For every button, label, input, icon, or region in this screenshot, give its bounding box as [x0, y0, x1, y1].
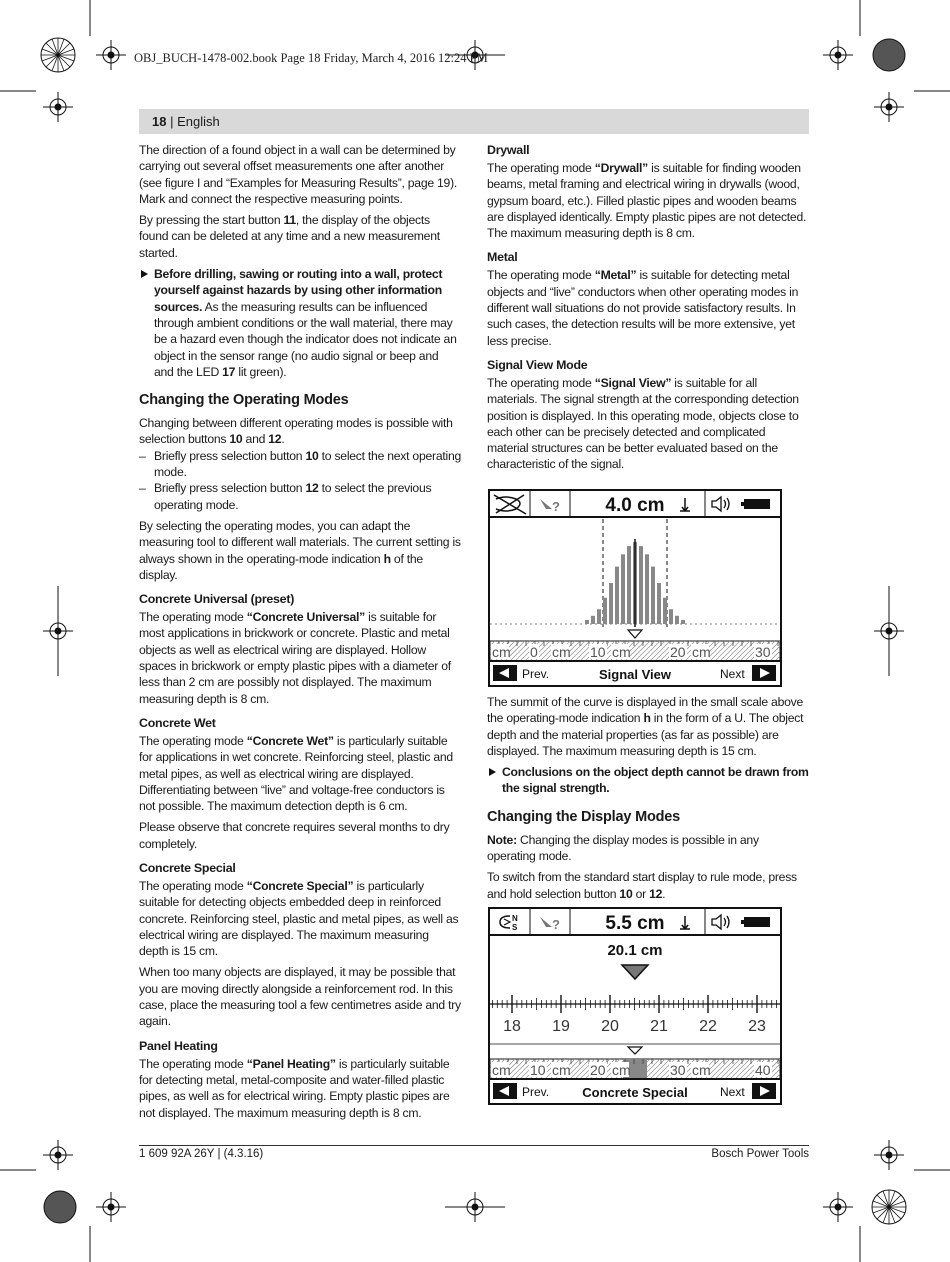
- paragraph-panel-heating: The operating mode “Panel Heating” is particularly suitable for detecting metal, metal-composite and water-filled plastic pipes, as well as for electrical wiring. Empty plastic pipes are not displayed. The maximum measuring depth is 8 cm.: [139, 1056, 450, 1120]
- prev-button[interactable]: [493, 665, 549, 681]
- left-column: [139, 142, 461, 1126]
- scale-label: cm: [692, 644, 711, 660]
- signal-bar: [645, 554, 649, 624]
- ruler-label: 18: [503, 1018, 521, 1035]
- grey-disc-mark-bottom-left: [44, 1191, 76, 1223]
- paragraph-direction: The direction of a found object in a wall can be determined by carrying out several offset measurements one after another (see figure I and “Examples for Measuring Results”, page 19). Mark and connect the respective measuring points.: [139, 143, 458, 206]
- signal-bar: [669, 609, 673, 624]
- battery-icon: [741, 499, 770, 509]
- depth-arrow-icon: [680, 498, 690, 511]
- heading-signal-view: Signal View Mode: [487, 357, 588, 372]
- scale-label: 10: [530, 1062, 546, 1078]
- svg-text:?: ?: [552, 499, 560, 514]
- footer-brand: Bosch Power Tools: [711, 1148, 809, 1160]
- small-marker-icon: [628, 1047, 642, 1054]
- signal-bar: [663, 598, 667, 624]
- ruler-label: 19: [552, 1018, 570, 1035]
- footer-rule: [139, 1145, 809, 1146]
- starburst-mark-bottom-right: [872, 1190, 906, 1224]
- ruler-label: 21: [650, 1018, 668, 1035]
- scale-label: 30: [670, 1062, 686, 1078]
- ruler-labels: [503, 1018, 766, 1035]
- paragraph-drywall: The operating mode “Drywall” is suitable for finding wooden beams, metal framing and electrical wiring in drywalls (wood, gypsum board, etc.). Filled plastic pipes and wooden beams are displayed identically. Empty plastic pipes are not detected. The maximum measuring depth is 8 cm.: [487, 161, 807, 241]
- signal-bar: [597, 609, 601, 624]
- svg-text:N: N: [512, 914, 518, 923]
- heading-changing-operating-modes: Changing the Operating Modes: [139, 392, 349, 409]
- page-header-bar: [139, 109, 809, 134]
- prev-button[interactable]: [493, 1083, 549, 1099]
- paragraph-reinforcement-rod: When too many objects are displayed, it may be possible that you are moving directly alongside a reinforcement rod. In this case, place the measuring tool a few centimetres aside and try again.: [139, 965, 461, 1029]
- paragraph-start-button: By pressing the start button 11, the display of the objects found can be deleted at any time and a new measurement started.: [139, 213, 440, 260]
- depth-arrow-icon: [680, 916, 690, 929]
- position-marker-icon: [622, 965, 648, 979]
- ruler-label: 20: [601, 1018, 619, 1035]
- depth-readout: 5.5 cm: [605, 913, 665, 934]
- scale-label: 30: [755, 644, 771, 660]
- ruler-label: 23: [748, 1018, 766, 1035]
- paragraph-metal: The operating mode “Metal” is suitable for detecting metal objects and “live” conductors when other operating modes in different wall situations do not provide satisfactory results. In such cases, the detection results will be more extensive, yet less precise.: [487, 268, 799, 348]
- mode-label: Concrete Special: [582, 1085, 688, 1100]
- scale-label: cm: [692, 1062, 711, 1078]
- scale-label: cm: [612, 1062, 631, 1078]
- heading-concrete-wet: Concrete Wet: [139, 715, 216, 730]
- mode-label: Signal View: [598, 667, 672, 682]
- paragraph-summit: The summit of the curve is displayed in the small scale above the operating-mode indication h in the form of a U. The object depth and the material properties (as far as possible) are displayed. The maximum measuring depth is 15 cm.: [487, 695, 804, 758]
- scale-label: 40: [755, 1062, 771, 1078]
- list-item-previous-mode: – Briefly press selection button 12 to select the previous operating mode.: [139, 481, 432, 512]
- scale-label: 0: [530, 644, 538, 660]
- signal-bar: [639, 546, 643, 624]
- ruler-label: 22: [699, 1018, 717, 1035]
- signal-bar: [651, 567, 655, 624]
- signal-bar: [675, 616, 679, 624]
- paragraph-modes-intro: Changing between different operating modes is possible with selection buttons 10 and 12.: [139, 416, 453, 447]
- header-separator: |: [166, 114, 178, 129]
- next-label: Next: [720, 1085, 745, 1099]
- heading-changing-display-modes: Changing the Display Modes: [487, 808, 680, 825]
- starburst-mark-top-left: [41, 38, 75, 72]
- next-button[interactable]: [720, 1083, 776, 1099]
- material-query-icon: [540, 499, 560, 514]
- heading-metal: Metal: [487, 250, 518, 265]
- concrete-special-mode-icon: [500, 914, 518, 932]
- signal-bar: [627, 546, 631, 624]
- warning-triangle-icon: [141, 270, 148, 278]
- next-label: Next: [720, 667, 745, 681]
- paragraph-switch-rule-mode: To switch from the standard start display to rule mode, press and hold selection button 10 or 12.: [487, 870, 797, 901]
- scale-label: 10: [590, 644, 606, 660]
- prev-label: Prev.: [522, 1085, 550, 1099]
- paragraph-concrete-wet: The operating mode “Concrete Wet” is particularly suitable for applications in wet concrete. Reinforcing steel, plastic and metal pipes, as well as electrical wiring are displayed. Differentiating between “live” and voltage-free conductors is not possible. The maximum detection depth is 6 cm.: [139, 733, 453, 814]
- heading-drywall: Drywall: [487, 143, 530, 157]
- heading-concrete-special: Concrete Special: [139, 860, 236, 875]
- svg-text:S: S: [512, 923, 518, 932]
- warning-before-drilling: Before drilling, sawing or routing into a wall, protect yourself against hazards by using other information sources. As the measuring results can be influenced through ambient conditions or the wall material, there may be a hazard even though the indicator does not indicate an object in the sensor range (no audio signal or beep and and the LED 17 lit green).: [139, 266, 461, 380]
- paragraph-modes-adapt: By selecting the operating modes, you can adapt the measuring tool to different wall materials. The current setting is always shown in the operating-mode indication h of the display.: [139, 518, 461, 582]
- right-column-top: [487, 142, 809, 478]
- heading-concrete-universal: Concrete Universal (preset): [139, 592, 295, 607]
- signal-bar: [585, 620, 589, 624]
- warning-triangle-icon: [489, 768, 496, 776]
- warning-signal-strength: Conclusions on the object depth cannot be drawn from the signal strength.: [487, 764, 809, 797]
- depth-readout: 4.0 cm: [605, 495, 665, 516]
- signal-bar: [615, 567, 619, 624]
- scale-label: cm: [492, 1062, 511, 1078]
- paragraph-concrete-universal: The operating mode “Concrete Universal” is suitable for most applications in brickwork or concrete. Plastic and metal objects as well as electrical wiring are displayed. Hollow spaces in brickwork or empty plastic pipes with a diameter of less than 2 cm are possibly not displayed. The maximum measuring depth is 8 cm.: [139, 610, 451, 706]
- list-item-next-mode: – Briefly press selection button 10 to select the next operating mode.: [139, 448, 461, 480]
- grey-disc-mark-top-right: [873, 39, 905, 71]
- signal-bar: [603, 598, 607, 624]
- distance-readout: 20.1 cm: [607, 942, 663, 959]
- signal-bar: [591, 616, 595, 624]
- summit-marker-icon: [628, 630, 642, 638]
- display-signal-view: [488, 489, 782, 687]
- book-file-header: OBJ_BUCH-1478-002.book Page 18 Friday, March 4, 2016 12:24 PM: [134, 51, 488, 65]
- scale-label: cm: [552, 644, 571, 660]
- scale-label: cm: [552, 1062, 571, 1078]
- svg-text:?: ?: [552, 917, 560, 932]
- speaker-icon: [712, 915, 729, 929]
- battery-icon: [741, 917, 770, 927]
- signal-bar: [657, 583, 661, 624]
- scale-label: 20: [590, 1062, 606, 1078]
- signal-bar: [621, 554, 625, 624]
- right-column-bottom: [487, 694, 809, 907]
- paragraph-concrete-dry: Please observe that concrete requires several months to dry completely.: [139, 820, 450, 851]
- signal-bar: [609, 583, 613, 624]
- scale-label: cm: [612, 644, 631, 660]
- paragraph-concrete-special: The operating mode “Concrete Special” is particularly suitable for detecting objects embedded deep in reinforced concrete. Reinforcing steel, plastic and metal pipes, as well as electrical wiring are displayed. The maximum measuring depth is 15 cm.: [139, 878, 459, 959]
- material-query-icon: [540, 917, 560, 932]
- paragraph-signal-view: The operating mode “Signal View” is suitable for all materials. The signal strength at the corresponding detection position is displayed. In this operating mode, objects close to each other can be precisely detected and complicated material structures can be better evaluated based on the characteristic of the signal.: [487, 375, 799, 472]
- next-button[interactable]: [720, 665, 776, 681]
- signal-bar: [681, 620, 685, 624]
- paragraph-note: Note: Changing the display modes is possible in any operating mode.: [487, 832, 759, 864]
- page-number: 18: [152, 114, 167, 129]
- footer-document-code: 1 609 92A 26Y | (4.3.16): [139, 1148, 264, 1160]
- header-language: English: [177, 114, 220, 129]
- display-rule-mode: [488, 907, 782, 1105]
- prev-label: Prev.: [522, 667, 550, 681]
- scale-label: cm: [492, 644, 511, 660]
- heading-panel-heating: Panel Heating: [139, 1038, 218, 1053]
- scale-label: 20: [670, 644, 686, 660]
- speaker-icon: [712, 497, 729, 511]
- crossed-wall-icon: [494, 495, 526, 514]
